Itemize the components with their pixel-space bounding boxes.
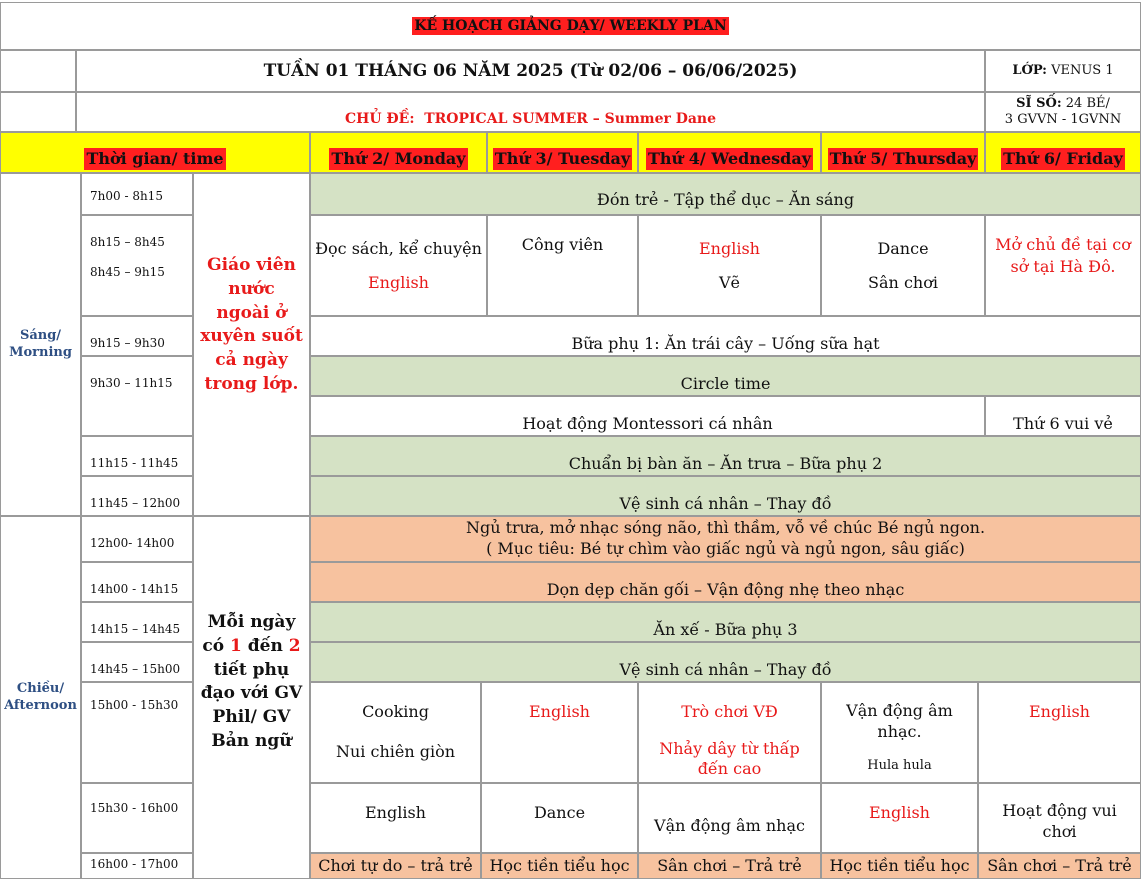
size-value: 24 BÉ/ xyxy=(1065,95,1110,111)
class-value: VENUS 1 xyxy=(1051,63,1114,79)
activity-line: English xyxy=(699,238,760,258)
size-label: SĨ SỐ: xyxy=(1016,95,1062,111)
session-morning: Sáng/ Morning xyxy=(0,173,81,516)
activity-wed-1530: Vận động âm nhạc xyxy=(638,783,821,853)
activity-montessori: Hoạt động Montessori cá nhân xyxy=(310,396,985,436)
time-slot: 11h15 - 11h45 xyxy=(81,436,193,476)
activity-hygiene-afternoon: Vệ sinh cá nhân – Thay đồ xyxy=(310,642,1141,682)
day-header-thursday xyxy=(821,132,985,173)
time-slot: 14h45 – 15h00 xyxy=(81,642,193,682)
day-header-label: Thứ 4/ Wednesday xyxy=(648,149,811,169)
tutoring-text-a: Mỗi ngày có xyxy=(202,612,296,656)
activity-line: ( Mục tiêu: Bé tự chìm vào giấc ngủ và ngủ ngon, sâu giấc) xyxy=(486,539,965,558)
day-header-label: Thứ 3/ Tuesday xyxy=(494,149,631,169)
time-slot: 16h00 - 17h00 xyxy=(81,853,193,879)
activity-line: Dance xyxy=(877,238,929,258)
activity-snack-3: Ăn xế - Bữa phụ 3 xyxy=(310,602,1141,642)
tutoring-count-min: 1 xyxy=(230,635,242,656)
tutoring-text-b: đến xyxy=(241,635,289,656)
day-header-wednesday xyxy=(638,132,821,173)
activity-line: English xyxy=(368,272,429,292)
time-slot-part: 8h15 – 8h45 xyxy=(90,235,165,249)
day-header-tuesday xyxy=(487,132,638,173)
activity-mon-1500 xyxy=(310,682,481,783)
time-slot: 12h00- 14h00 xyxy=(81,516,193,562)
class-label: LỚP: xyxy=(1012,63,1047,79)
activity-thu-morning xyxy=(821,215,985,316)
activity-line: Cooking xyxy=(362,702,429,721)
tutoring-text-c: tiết phụ đạo với GV Phil/ GV Bản ngữ xyxy=(200,659,303,751)
time-slot: 14h15 – 14h45 xyxy=(81,602,193,642)
activity-mon-1530: English xyxy=(310,783,481,853)
time-slot: 9h30 – 11h15 xyxy=(81,356,193,436)
activity-hygiene-morning: Vệ sinh cá nhân – Thay đồ xyxy=(310,476,1141,516)
activity-wed-1600: Sân chơi – Trả trẻ xyxy=(638,853,821,879)
activity-tue-1600: Học tiền tiểu học xyxy=(481,853,638,879)
activity-line: Hula hula xyxy=(867,757,932,773)
activity-fri-1530: Hoạt động vui chơi xyxy=(978,783,1141,853)
activity-circle-time: Circle time xyxy=(310,356,1141,396)
time-slot xyxy=(81,215,193,316)
activity-mon-1600: Chơi tự do – trả trẻ xyxy=(310,853,481,879)
foreign-teacher-note: Giáo viên nước ngoài ở xuyên suốt cả ngày trong lớp. xyxy=(193,173,310,516)
time-slot: 15h30 - 16h00 xyxy=(81,783,193,853)
activity-snack-1: Bữa phụ 1: Ăn trái cây – Uống sữa hạt xyxy=(310,316,1141,356)
size-line xyxy=(1016,96,1110,112)
activity-fri-fun: Thứ 6 vui vẻ xyxy=(985,396,1141,436)
time-slot: 15h00 - 15h30 xyxy=(81,682,193,783)
activity-thu-1530: English xyxy=(821,783,978,853)
class-info xyxy=(985,50,1141,92)
time-slot-part: 8h45 – 9h15 xyxy=(90,265,165,280)
activity-nap xyxy=(310,516,1141,562)
session-afternoon: Chiều/ Afternoon xyxy=(0,516,81,879)
time-slot: 14h00 - 14h15 xyxy=(81,562,193,602)
activity-line: Nhảy dây từ thấp đến cao xyxy=(659,738,800,779)
activity-line: Nui chiên giòn xyxy=(335,741,456,761)
header-left-blank-1 xyxy=(0,50,76,92)
activity-thu-1600: Học tiền tiểu học xyxy=(821,853,978,879)
header-left-blank-2 xyxy=(0,92,76,132)
plan-title-row xyxy=(0,2,1141,50)
activity-mon-morning xyxy=(310,215,487,316)
activity-tue-morning: Công viên xyxy=(487,215,638,316)
activity-line: Trò chơi VĐ xyxy=(681,702,778,721)
activity-line: Đọc sách, kể chuyện xyxy=(315,238,482,258)
activity-wed-1500 xyxy=(638,682,821,783)
activity-thu-1500 xyxy=(821,682,978,783)
activity-fri-1500: English xyxy=(978,682,1141,783)
tutoring-count-max: 2 xyxy=(288,635,301,656)
week-title: TUẦN 01 THÁNG 06 NĂM 2025 (Từ 02/06 – 06/06/2025) xyxy=(76,50,985,92)
activity-line: Sân chơi xyxy=(868,272,938,292)
day-header-monday xyxy=(310,132,487,173)
theme-value: TROPICAL SUMMER – Summer Dane xyxy=(424,110,717,127)
tutoring-note xyxy=(193,516,310,879)
activity-wed-morning xyxy=(638,215,821,316)
time-slot: 9h15 – 9h30 xyxy=(81,316,193,356)
plan-title: KẾ HOẠCH GIẢNG DẠY/ WEEKLY PLAN xyxy=(414,17,727,34)
activity-cleanup: Dọn dẹp chăn gối – Vận động nhẹ theo nhạc xyxy=(310,562,1141,602)
activity-line: Vẽ xyxy=(718,272,741,292)
day-header-label: Thứ 2/ Monday xyxy=(331,149,466,169)
theme-label: CHỦ ĐỀ: xyxy=(344,110,415,127)
class-size xyxy=(985,92,1141,132)
activity-line: Vận động âm nhạc. xyxy=(846,701,953,741)
time-slot: 11h45 – 12h00 xyxy=(81,476,193,516)
activity-arrival: Đón trẻ - Tập thể dục – Ăn sáng xyxy=(310,173,1141,215)
tutoring-note-text xyxy=(198,611,305,754)
time-column-header xyxy=(0,132,310,173)
activity-tue-1500: English xyxy=(481,682,638,783)
activity-fri-morning: Mở chủ đề tại cơ sở tại Hà Đô. xyxy=(985,215,1141,316)
day-header-friday xyxy=(985,132,1141,173)
day-header-label: Thứ 6/ Friday xyxy=(1003,149,1123,169)
staff-line: 3 GVVN - 1GVNN xyxy=(1004,112,1122,127)
time-slot: 7h00 - 8h15 xyxy=(81,173,193,215)
time-header-label: Thời gian/ time xyxy=(86,149,224,169)
activity-line: Ngủ trưa, mở nhạc sóng não, thì thầm, vỗ về chúc Bé ngủ ngon. xyxy=(465,518,986,538)
activity-tue-1530: Dance xyxy=(481,783,638,853)
theme-line xyxy=(76,92,985,132)
activity-lunch: Chuẩn bị bàn ăn – Ăn trưa – Bữa phụ 2 xyxy=(310,436,1141,476)
day-header-label: Thứ 5/ Thursday xyxy=(829,149,977,169)
activity-fri-1600: Sân chơi – Trả trẻ xyxy=(978,853,1141,879)
